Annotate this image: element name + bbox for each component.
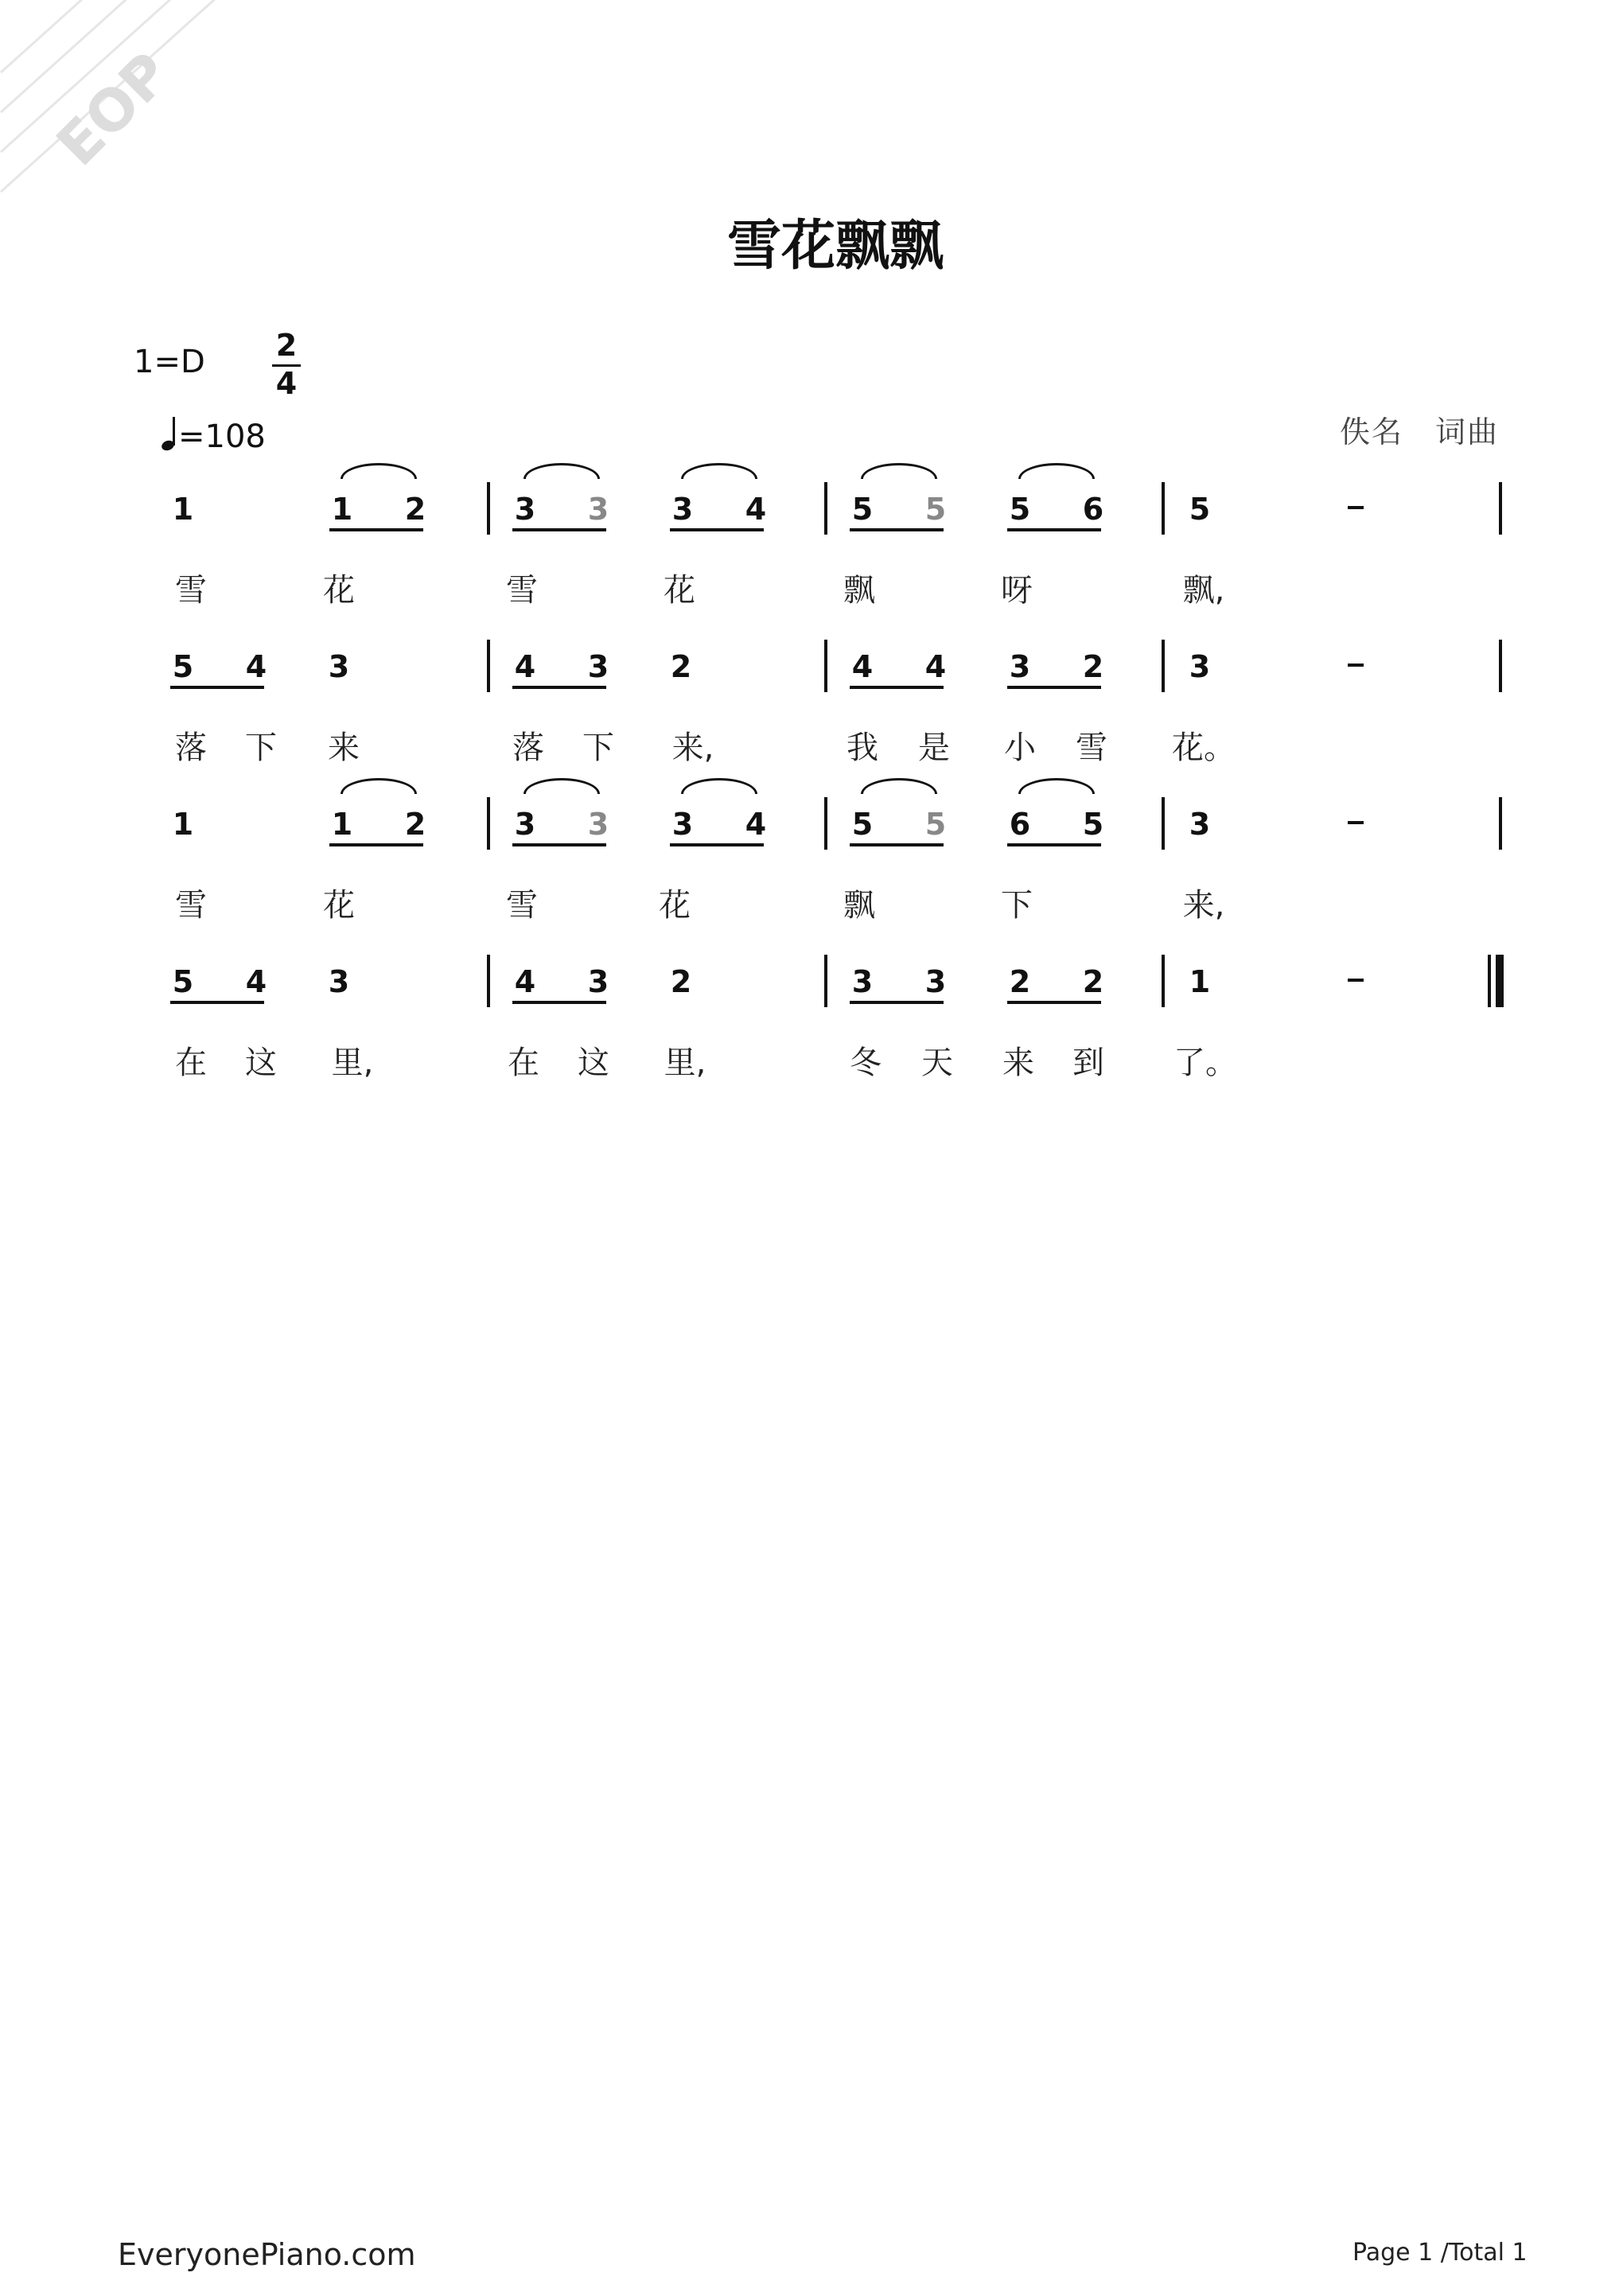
- slur: [341, 463, 417, 479]
- note: 3: [587, 964, 609, 999]
- beam-underline: [512, 843, 606, 846]
- lyric: 下: [245, 730, 277, 766]
- beam-underline: [329, 843, 423, 846]
- beam-underline: [850, 843, 944, 846]
- slur: [1018, 463, 1095, 479]
- barline: [487, 797, 490, 850]
- hold-dash: [1348, 664, 1364, 667]
- lyric: 这: [245, 1045, 277, 1081]
- barline: [824, 955, 827, 1007]
- barline: [824, 640, 827, 692]
- note: 4: [245, 649, 267, 684]
- barline: [824, 797, 827, 850]
- note: 3: [924, 964, 947, 999]
- lyric: 花: [323, 572, 355, 609]
- slur: [861, 463, 937, 479]
- note: 1: [172, 807, 194, 842]
- note: 4: [851, 649, 874, 684]
- lyric: 雪: [175, 572, 207, 609]
- note: 5: [172, 964, 194, 999]
- beam-underline: [329, 528, 423, 531]
- barline: [1162, 955, 1165, 1007]
- note: 3: [587, 807, 609, 842]
- note: 6: [1082, 492, 1104, 527]
- lyric: 是: [918, 730, 950, 766]
- barline: [1162, 797, 1165, 850]
- tempo-value: =108: [178, 418, 266, 455]
- note: 5: [1009, 492, 1031, 527]
- note: 4: [745, 807, 767, 842]
- lyric: 来: [328, 730, 360, 766]
- lyric: 在: [508, 1045, 539, 1081]
- slur: [1018, 778, 1095, 794]
- lyric: 雪: [506, 887, 538, 924]
- note: 4: [745, 492, 767, 527]
- lyric: 落: [512, 730, 544, 766]
- note: 2: [1082, 649, 1104, 684]
- composer-name: 佚名: [1340, 414, 1404, 449]
- note: 2: [404, 492, 426, 527]
- note: 4: [245, 964, 267, 999]
- note: 3: [514, 807, 536, 842]
- page-title: 雪花飘飘: [726, 214, 944, 278]
- beam-underline: [170, 1001, 264, 1004]
- quarter-note-icon: [161, 415, 178, 450]
- note: 3: [851, 964, 874, 999]
- beam-underline: [850, 528, 944, 531]
- lyric: 我: [847, 730, 878, 766]
- final-barline-thick: [1496, 955, 1504, 1007]
- note: 5: [851, 492, 874, 527]
- beam-underline: [512, 686, 606, 689]
- beam-underline: [670, 528, 764, 531]
- note: 3: [1189, 649, 1211, 684]
- note: 3: [671, 492, 694, 527]
- lyric: 下: [1001, 887, 1033, 924]
- lyric: 在: [175, 1045, 207, 1081]
- barline: [487, 482, 490, 535]
- note: 1: [172, 492, 194, 527]
- barline: [487, 955, 490, 1007]
- lyric: 雪: [175, 887, 207, 924]
- beam-underline: [512, 528, 606, 531]
- composer-credit: [1340, 407, 1499, 451]
- slur: [681, 778, 757, 794]
- lyric: 里,: [331, 1045, 374, 1081]
- slur: [861, 778, 937, 794]
- note: 5: [1082, 807, 1104, 842]
- lyric: 雪: [1076, 730, 1107, 766]
- note: 2: [1082, 964, 1104, 999]
- note: 3: [587, 492, 609, 527]
- lyric: 小: [1004, 730, 1036, 766]
- note: 2: [1009, 964, 1031, 999]
- note: 1: [331, 492, 353, 527]
- beam-underline: [170, 686, 264, 689]
- slur: [681, 463, 757, 479]
- hold-dash: [1348, 979, 1364, 982]
- beam-underline: [512, 1001, 606, 1004]
- note: 4: [924, 649, 947, 684]
- barline: [1499, 797, 1502, 850]
- watermark-logo-text: EOP: [44, 39, 183, 179]
- note: 3: [514, 492, 536, 527]
- note: 3: [1189, 807, 1211, 842]
- note: 3: [587, 649, 609, 684]
- lyric: 来: [1002, 1045, 1034, 1081]
- note: 2: [670, 964, 692, 999]
- beam-underline: [670, 843, 764, 846]
- lyric: 来,: [671, 730, 714, 766]
- hold-dash: [1348, 506, 1364, 509]
- slur: [523, 463, 600, 479]
- lyric: 落: [175, 730, 207, 766]
- note: 3: [1009, 649, 1031, 684]
- slur: [341, 778, 417, 794]
- beam-underline: [1007, 843, 1101, 846]
- lyric: 花: [323, 887, 355, 924]
- note: 2: [404, 807, 426, 842]
- lyric: 飘: [843, 887, 875, 924]
- beam-underline: [1007, 686, 1101, 689]
- beam-underline: [1007, 1001, 1101, 1004]
- time-signature-top: 2: [275, 328, 298, 363]
- lyric: 花: [659, 887, 691, 924]
- lyric: 这: [578, 1045, 609, 1081]
- note: 5: [1189, 492, 1211, 527]
- note: 3: [671, 807, 694, 842]
- note: 5: [924, 807, 947, 842]
- note: 2: [670, 649, 692, 684]
- barline: [1162, 640, 1165, 692]
- slur: [523, 778, 600, 794]
- lyric: 下: [582, 730, 614, 766]
- note: 1: [1189, 964, 1211, 999]
- hold-dash: [1348, 821, 1364, 824]
- beam-underline: [850, 1001, 944, 1004]
- lyric: 到: [1072, 1045, 1104, 1081]
- lyric: 雪: [506, 572, 538, 609]
- lyric: 冬: [850, 1045, 882, 1081]
- lyric: 里,: [664, 1045, 706, 1081]
- note: 1: [331, 807, 353, 842]
- footer-page-number: Page 1 /Total 1: [1352, 2239, 1528, 2267]
- note: 5: [851, 807, 874, 842]
- final-barline-thin: [1488, 955, 1491, 1007]
- note: 4: [514, 964, 536, 999]
- note: 5: [924, 492, 947, 527]
- tempo-marking: [161, 415, 266, 455]
- lyric: 呀: [1001, 572, 1033, 609]
- barline: [1499, 482, 1502, 535]
- beam-underline: [1007, 528, 1101, 531]
- barline: [1162, 482, 1165, 535]
- time-signature-bottom: 4: [275, 366, 298, 401]
- note: 3: [328, 649, 350, 684]
- barline: [824, 482, 827, 535]
- lyric: 花: [664, 572, 695, 609]
- barline: [1499, 640, 1502, 692]
- barline: [487, 640, 490, 692]
- lyric: 天: [921, 1045, 953, 1081]
- note: 3: [328, 964, 350, 999]
- note: 6: [1009, 807, 1031, 842]
- beam-underline: [850, 686, 944, 689]
- lyric: 花。: [1172, 730, 1236, 766]
- composer-role: 词曲: [1435, 414, 1500, 449]
- key-signature: 1=D: [134, 344, 205, 380]
- lyric: 飘,: [1182, 572, 1225, 609]
- note: 5: [172, 649, 194, 684]
- lyric: 了。: [1173, 1045, 1237, 1081]
- lyric: 飘: [843, 572, 875, 609]
- lyric: 来,: [1182, 887, 1225, 924]
- footer-site[interactable]: EveryonePiano.com: [118, 2237, 416, 2272]
- note: 4: [514, 649, 536, 684]
